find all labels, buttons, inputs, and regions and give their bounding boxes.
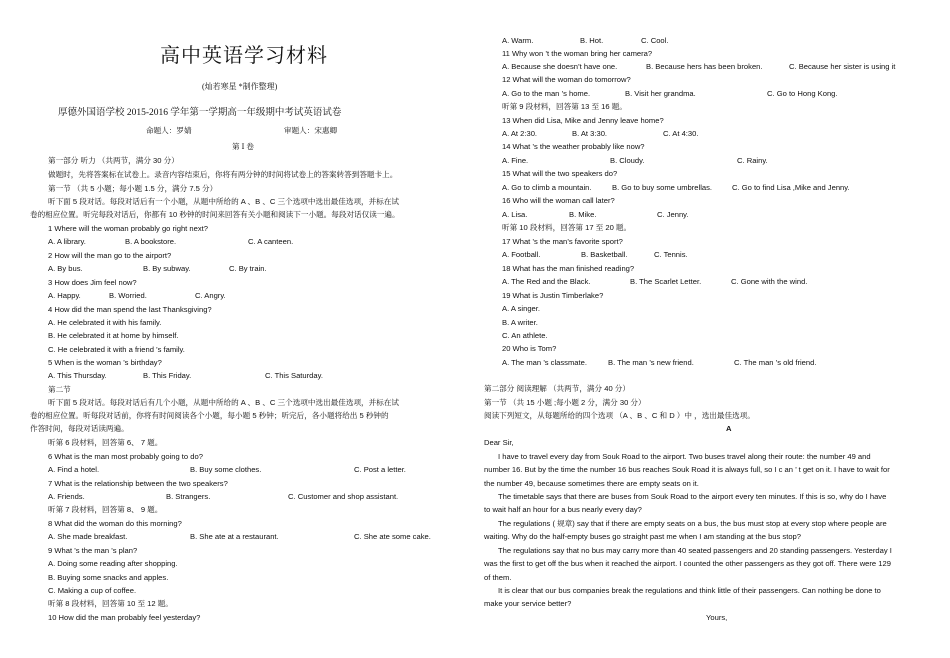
part-one-heading: 第一部分 听力 （共两节，满分 30 分） [48,156,179,165]
option: A. By bus. [48,264,83,273]
question-11: 11 Why won ’t the woman bring her camera? [502,49,653,58]
question-8: 8 What did the woman do this morning? [48,519,182,528]
paragraph-line: of them. [484,573,512,582]
option: C. He celebrated it with a friend ’s family. [48,345,185,354]
question-10: 10 How did the man probably feel yesterday? [48,613,201,622]
option: A. At 2:30. [502,129,538,138]
question-20: 20 Who is Tom? [502,344,557,353]
option: A. A singer. [502,304,540,313]
option: C. This Saturday. [265,371,323,380]
paragraph-line: to wait half an hour for a bus nearly every day? [484,505,642,514]
reading-section-heading: 第一节 （共 15 小题 ;每小题 2 分，满分 30 分） [484,398,646,407]
option: C. Angry. [195,291,226,300]
option: C. Post a letter. [354,465,406,474]
option: B. He celebrated it at home by himself. [48,331,179,340]
page-title: 高中英语学习材料 [160,45,328,67]
option: A. The Red and the Black. [502,277,591,286]
option: C. The man ’s old friend. [734,358,817,367]
option: B. A writer. [502,318,538,327]
question-18: 18 What has the man finished reading? [502,264,635,273]
option: C. Rainy. [737,156,768,165]
option: C. Making a cup of coffee. [48,586,137,595]
question-1: 1 Where will the woman probably go right next? [48,224,208,233]
option: A. Find a hotel. [48,465,100,474]
option: A. Warm. [502,36,534,45]
option: A. A library. [48,237,86,246]
part-two-heading: 第二部分 阅读理解 （共两节，满分 40 分） [484,384,630,393]
option: C. By train. [229,264,267,273]
option: B. A bookstore. [125,237,177,246]
option: B. Mike. [569,210,597,219]
option: C. Cool. [641,36,669,45]
question-5: 5 When is the woman ’s birthday? [48,358,162,367]
option: B. Because hers has been broken. [646,62,763,71]
section-two-heading: 第二节 [48,385,71,394]
question-15: 15 What will the two speakers do? [502,169,618,178]
paragraph-line: number 16. But by the time the number 16 bus reaches Souk Road it is always full, so I c an ’ t get on it. I have to wait for [484,465,890,474]
question-19: 19 What is Justin Timberlake? [502,291,604,300]
option: B. This Friday. [143,371,192,380]
paragraph-line: waiting. Why do the half-empty buses go straight past me when I am standing at the bus stop? [484,532,802,541]
part-one-intro: 做题时，先将答案标在试卷上。录音内容结束后，你将有两分钟的时间将试卷上的答案转答到答题卡上。 [48,170,398,179]
option: B. By subway. [143,264,191,273]
option: B. Cloudy. [610,156,645,165]
option: B. The Scarlet Letter. [630,277,702,286]
question-6: 6 What is the man most probably going to do? [48,452,203,461]
section-two-instruction: 听下面 5 段对话。每段对话后有几个小题，从题中所给的 A 、B 、C 三个选项中选出最佳选项，并标在试 [48,398,400,407]
option: A. Fine. [502,156,529,165]
option: A. She made breakfast. [48,532,128,541]
option: A. Doing some reading after shopping. [48,559,178,568]
question-17: 17 What ’s the man’s favorite sport? [502,237,623,246]
option: B. Buying some snacks and apples. [48,573,169,582]
question-12: 12 What will the woman do tomorrow? [502,75,631,84]
question-16: 16 Who will the woman call later? [502,196,615,205]
option: C. Go to Hong Kong. [767,89,838,98]
paragraph-line: The regulations say that no bus may carry more than 40 seated passengers and 20 standing passengers. Yesterday I [498,546,892,555]
section-two-instruction: 卷的相应位置。听每段对话前，你将有时间阅读各个小题，每小题 5 秒钟；听完后，各小题将给出 5 秒钟的 [30,411,389,420]
paragraph-line: make your service better? [484,599,572,608]
option: C. Tennis. [654,250,688,259]
paragraph-line: the number 49, because sometimes there are empty seats on it. [484,479,699,488]
question-3: 3 How does Jim feel now? [48,278,137,287]
section-one-heading: 第一节 （共 5 小题；每小题 1.5 分，满分 7.5 分） [48,184,218,193]
paragraph-line: was the first to get off the bus when it reached the airport. I counted the other passengers as they got off. There were 129 [484,559,891,568]
question-2: 2 How will the man go to the airport? [48,251,172,260]
section-one-instruction: 卷的相应位置。听完每段对话后，你都有 10 秒钟的时间来回答有关小题和阅读下一小题。每段对话仅读一遍。 [30,210,400,219]
option: B. Worried. [109,291,147,300]
option: C. Gone with the wind. [731,277,808,286]
option: B. Buy some clothes. [190,465,262,474]
option: B. Visit her grandma. [625,89,696,98]
subtitle: (灿若寒星 *制作整理) [202,82,278,91]
option: C. Jenny. [657,210,689,219]
option: C. She ate some cake. [354,532,431,541]
material-label: 听第 10 段材料，回答第 17 至 20 题。 [502,223,632,232]
letter-closing: Yours, [706,613,728,622]
option: A. Lisa. [502,210,528,219]
paragraph-line: The regulations ( 规章) say that if there are empty seats on a bus, the bus must stop at every stop where people are [498,519,887,528]
volume-label: 第 Ⅰ 卷 [232,142,254,151]
material-label: 听第 6 段材料，回答第 6、 7 题。 [48,438,163,447]
letter-salutation: Dear Sir, [484,438,514,447]
exam-heading: 厚德外国语学校 2015-2016 学年第一学期高一年级期中考试英语试卷 [58,108,342,118]
option: B. Hot. [580,36,604,45]
material-label: 听第 8 段材料，回答第 10 至 12 题。 [48,599,173,608]
option: C. Go to find Lisa ,Mike and Jenny. [732,183,850,192]
option: C. An athlete. [502,331,548,340]
section-one-instruction: 听下面 5 段对话。每段对话后有一个小题，从题中所给的 A 、B 、C 三个选项中选出最佳选项，并标在试 [48,197,400,206]
material-label: 听第 7 段材料，回答第 8、 9 题。 [48,505,163,514]
option: C. At 4:30. [663,129,699,138]
option: A. Friends. [48,492,85,501]
authors-reviewer: 审题人：宋惠卿 [284,126,338,135]
question-7: 7 What is the relationship between the two speakers? [48,479,228,488]
option: C. Because her sister is using it [789,62,896,71]
option: C. Customer and shop assistant. [288,492,399,501]
option: A. Football. [502,250,541,259]
option: A. This Thursday. [48,371,107,380]
question-4: 4 How did the man spend the last Thanksgiving? [48,305,212,314]
reading-instruction: 阅读下列短文，从每题所给的四个选项 （A 、B 、C 和 D ）中 ，选出最佳选项。 [484,411,755,420]
option: B. She ate at a restaurant. [190,532,279,541]
option: A. Go to the man ’s home. [502,89,591,98]
paragraph-line: The timetable says that there are buses from Souk Road to the airport every ten minutes. If this is so, why do I have [498,492,887,501]
question-9: 9 What ’s the man ’s plan? [48,546,138,555]
option: B. Strangers. [166,492,211,501]
option: A. Happy. [48,291,81,300]
section-two-instruction: 作答时间，每段对话读两遍。 [30,424,129,433]
option: A. He celebrated it with his family. [48,318,162,327]
option: B. The man ’s new friend. [608,358,694,367]
authors-proposer: 命题人：罗婧 [146,126,192,135]
question-13: 13 When did Lisa, Mike and Jenny leave home? [502,116,664,125]
question-14: 14 What ’s the weather probably like now? [502,142,645,151]
option: B. At 3:30. [572,129,608,138]
option: A. Because she doesn’t have one. [502,62,618,71]
paragraph-line: It is clear that our bus companies break the regulations and think little of their passengers. Can nothing be done to [498,586,881,595]
option: A. The man ’s classmate. [502,358,587,367]
option: C. A canteen. [248,237,294,246]
passage-label: A [726,424,732,433]
paragraph-line: I have to travel every day from Souk Road to the airport. Two buses travel along their route: the number 49 and [498,452,871,461]
option: A. Go to climb a mountain. [502,183,592,192]
option: B. Go to buy some umbrellas. [612,183,713,192]
material-label: 听第 9 段材料，回答第 13 至 16 题。 [502,102,627,111]
option: B. Basketball. [581,250,628,259]
